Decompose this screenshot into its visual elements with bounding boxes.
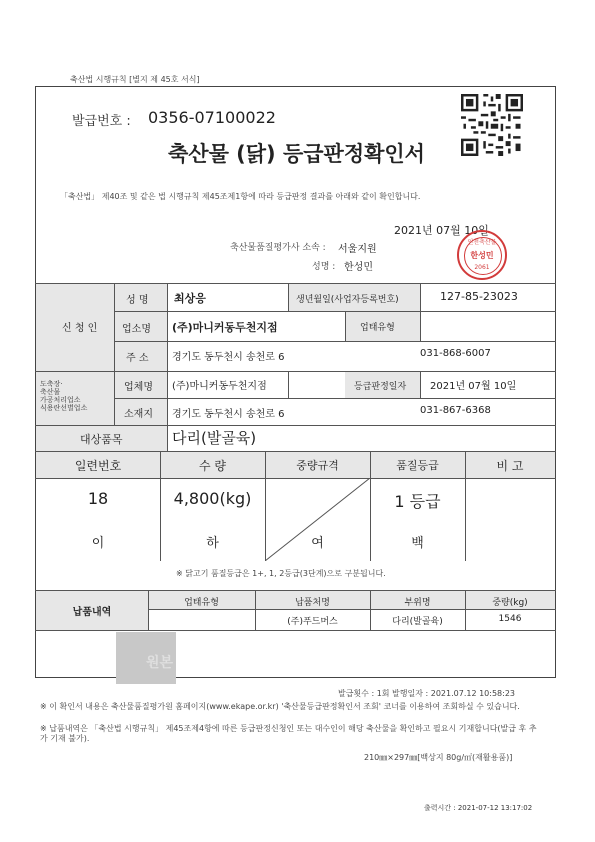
quantity-value: 4,800(kg) xyxy=(173,489,252,508)
original-stamp-text: 원본 xyxy=(146,655,174,671)
inspector-org: 서울지원 xyxy=(338,244,377,255)
delivery-client: (주)푸드머스 xyxy=(287,617,338,627)
header-quality-grade: 품질등급 xyxy=(396,459,439,472)
footnote-2: ※ 납품내역은 「축산법 시행규칙」 제45조제4항에 따른 등급판정신청인 또는 대수인이 해당 축산물을 확인하고 필요시 기재합니다(발급 후 추가 기재 불가). xyxy=(40,724,537,743)
product-value: 다리(발골육) xyxy=(172,429,257,447)
delivery-label: 납품내역 xyxy=(72,607,112,618)
grading-date: 2021년 07월 10일 xyxy=(430,381,517,392)
delivery-weight: 1546 xyxy=(498,614,522,624)
applicant-name-label: 성 명 xyxy=(126,295,149,306)
delivery-header-business-type: 업태유형 xyxy=(184,598,219,608)
facility-address-label: 소재지 xyxy=(124,409,153,420)
issue-number-label: 발급번호 : xyxy=(72,114,131,129)
header-serial: 일련번호 xyxy=(74,459,122,473)
print-time: 출력시간 : 2021-07-12 13:17:02 xyxy=(424,804,533,812)
original-stamp xyxy=(116,632,176,684)
business-type-label: 업태유형 xyxy=(360,323,395,333)
paper-spec: 210㎜×297㎜[백상지 80g/㎡(재활용품)] xyxy=(364,753,513,762)
product-label: 대상품목 xyxy=(80,433,123,446)
serial-number: 18 xyxy=(87,489,109,508)
confirmation-date: 2021년 07월 10일 xyxy=(394,224,489,237)
document-title: 축산물 (닭) 등급판정확인서 xyxy=(168,142,425,166)
delivery-header-weight: 중량(kg) xyxy=(492,598,528,608)
applicant-name: 최상응 xyxy=(174,292,206,305)
grade-note: ※ 닭고기 품질등급은 1+, 1, 2등급(3단계)으로 구분됩니다. xyxy=(176,569,386,578)
facility-section-label: 도축장· 축산물 가공처리업소 식용란선별업소 xyxy=(40,380,88,412)
spread-char-3: 여 xyxy=(311,536,324,551)
header-remarks: 비 고 xyxy=(496,459,524,473)
inspector-name: 한성민 xyxy=(344,262,373,273)
issue-info: 발급횟수 : 1회 발행일자 : 2021.07.12 10:58:23 xyxy=(338,689,516,698)
header-weight-spec: 중량규격 xyxy=(296,459,339,472)
intro-text: 「축산법」 제40조 및 같은 법 시행규칙 제45조제1항에 따라 등급판정 결과를 아래와 같이 확인합니다. xyxy=(60,192,421,201)
facility-phone: 031-867-6368 xyxy=(420,405,491,416)
delivery-header-part: 부위명 xyxy=(404,598,431,608)
delivery-header-client: 납품처명 xyxy=(295,598,330,608)
facility-address: 경기도 동두천시 송천로 6 xyxy=(172,409,285,420)
applicant-address: 경기도 동두천시 송천로 6 xyxy=(172,352,285,363)
facility-name-label: 업체명 xyxy=(124,382,153,393)
inspector-org-label: 축산물품질평가사 소속 : xyxy=(230,243,326,253)
applicant-phone: 031-868-6007 xyxy=(420,348,491,359)
facility-name: (주)마니커동두천지점 xyxy=(172,381,267,392)
address-label: 주 소 xyxy=(126,353,149,364)
qr-code xyxy=(461,94,523,156)
inspector-name-label: 성명 : xyxy=(312,262,336,272)
applicant-id-label: 생년월일(사업자등록번호) xyxy=(296,295,399,305)
grading-date-label: 등급판정일자 xyxy=(354,382,407,392)
inspector-seal: 인천축산물 한성민 2061 xyxy=(457,230,507,280)
spread-char-1: 이 xyxy=(91,536,105,551)
footnote-1: ※ 이 확인서 내용은 축산물품질평가원 홈페이지(www.ekape.or.kr) '축산물등급판정확인서 조회' 코너를 이용하여 조회하실 수 있습니다. xyxy=(40,702,520,711)
form-reference: 축산법 시행규칙 [별지 제 45호 서식] xyxy=(70,75,200,84)
applicant-id: 127-85-23023 xyxy=(440,290,518,303)
spread-char-4: 백 xyxy=(411,536,424,551)
applicant-section-label: 신 청 인 xyxy=(62,323,98,334)
grade-value: 1 등급 xyxy=(394,492,441,511)
company-name: (주)마니커동두천지점 xyxy=(172,321,278,334)
company-label: 업소명 xyxy=(122,324,151,335)
delivery-part: 다리(발골육) xyxy=(392,617,443,627)
spread-char-2: 하 xyxy=(206,536,219,551)
header-quantity: 수 량 xyxy=(199,459,226,473)
issue-number: 0356-07100022 xyxy=(148,108,276,127)
